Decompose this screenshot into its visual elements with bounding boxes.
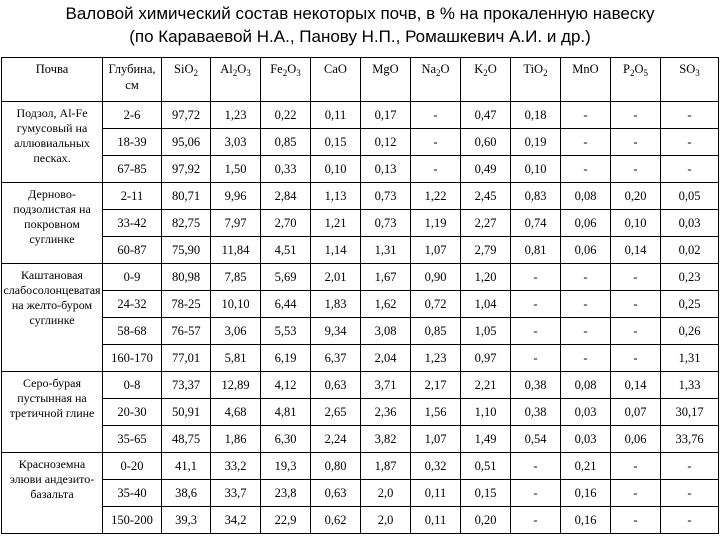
table-row xyxy=(2,291,719,318)
value-cell: 76-57 xyxy=(162,318,211,345)
value-cell: 1,20 xyxy=(461,264,511,291)
value-cell: - xyxy=(661,102,719,129)
value-cell: 0,47 xyxy=(461,102,511,129)
depth-cell: 33-42 xyxy=(103,210,162,237)
value-cell: 3,82 xyxy=(361,426,411,453)
value-cell: 1,31 xyxy=(361,237,411,264)
column-header-subscript: 2 xyxy=(282,68,288,78)
column-header-subscript: 3 xyxy=(246,68,251,78)
title-line-1: Валовой химический состав некоторых почв, в % на прокаленную навеску xyxy=(65,4,655,23)
value-cell: 0,16 xyxy=(561,480,611,507)
value-cell: 38,6 xyxy=(162,480,211,507)
value-cell: 0,85 xyxy=(411,318,461,345)
value-cell: 2,04 xyxy=(361,345,411,372)
column-header-subscript: 2 xyxy=(629,68,635,78)
value-cell: 0,62 xyxy=(311,507,361,534)
value-cell: 0,19 xyxy=(511,129,561,156)
value-cell: 4,51 xyxy=(261,237,311,264)
depth-cell: 160-170 xyxy=(103,345,162,372)
value-cell: - xyxy=(411,156,461,183)
value-cell: 0,80 xyxy=(311,453,361,480)
value-cell: 0,05 xyxy=(661,183,719,210)
soil-name-cell: Серо-бурая пустынная на третичной глине xyxy=(2,372,103,453)
value-cell: 1,23 xyxy=(411,345,461,372)
value-cell: 0,16 xyxy=(561,507,611,534)
value-cell: 0,63 xyxy=(311,372,361,399)
value-cell: 2,21 xyxy=(461,372,511,399)
value-cell: 0,25 xyxy=(661,291,719,318)
value-cell: 73,37 xyxy=(162,372,211,399)
column-header-label-tail: O xyxy=(440,62,450,76)
value-cell: 3,06 xyxy=(211,318,261,345)
value-cell: 0,85 xyxy=(261,129,311,156)
value-cell: 0,60 xyxy=(461,129,511,156)
table-row xyxy=(2,399,719,426)
value-cell: - xyxy=(561,156,611,183)
value-cell: - xyxy=(411,129,461,156)
value-cell: 2,84 xyxy=(261,183,311,210)
value-cell: 19,3 xyxy=(261,453,311,480)
value-cell: 1,87 xyxy=(361,453,411,480)
value-cell: 1,86 xyxy=(211,426,261,453)
depth-cell: 2-6 xyxy=(103,102,162,129)
column-header-label: Глубина, см xyxy=(108,62,156,92)
table-row xyxy=(2,426,719,453)
value-cell: 1,23 xyxy=(211,102,261,129)
value-cell: 0,90 xyxy=(411,264,461,291)
soil-name-cell: Красноземна элюви андезито-базальта xyxy=(2,453,103,534)
value-cell: 0,81 xyxy=(511,237,561,264)
value-cell: 2,36 xyxy=(361,399,411,426)
value-cell: 3,71 xyxy=(361,372,411,399)
value-cell: - xyxy=(511,291,561,318)
value-cell: 97,92 xyxy=(162,156,211,183)
value-cell: 34,2 xyxy=(211,507,261,534)
value-cell: 33,2 xyxy=(211,453,261,480)
value-cell: 82,75 xyxy=(162,210,211,237)
column-header-label: Al xyxy=(220,62,233,76)
soil-name-cell: Подзол, Al-Fe гумусовый на аллювиальных песках. xyxy=(2,102,103,183)
value-cell: 0,83 xyxy=(511,183,561,210)
value-cell: - xyxy=(561,345,611,372)
table-row xyxy=(2,507,719,534)
column-header-label: K xyxy=(474,62,484,76)
table-row xyxy=(2,480,719,507)
depth-cell: 150-200 xyxy=(103,507,162,534)
value-cell: 0,03 xyxy=(661,210,719,237)
value-cell: 0,15 xyxy=(461,480,511,507)
table-row xyxy=(2,102,719,129)
depth-cell: 2-11 xyxy=(103,183,162,210)
value-cell: 0,23 xyxy=(661,264,719,291)
value-cell: - xyxy=(611,345,661,372)
value-cell: 9,96 xyxy=(211,183,261,210)
soil-name-cell: Каштановая слабосолонцеватая на желто-буром суглинке xyxy=(2,264,103,372)
column-header xyxy=(2,58,103,102)
value-cell: 5,69 xyxy=(261,264,311,291)
value-cell: 1,31 xyxy=(661,345,719,372)
soil-name-cell: Дерново-подзолистая на покровном суглинке xyxy=(2,183,103,264)
column-header-subscript: 2 xyxy=(543,68,548,78)
table-row xyxy=(2,318,719,345)
column-header-label: Na xyxy=(421,62,437,76)
value-cell: 2,24 xyxy=(311,426,361,453)
value-cell: 0,22 xyxy=(261,102,311,129)
value-cell: - xyxy=(661,453,719,480)
value-cell: 33,7 xyxy=(211,480,261,507)
value-cell: 0,13 xyxy=(361,156,411,183)
value-cell: 0,06 xyxy=(561,210,611,237)
value-cell: - xyxy=(611,507,661,534)
header-row xyxy=(2,58,719,102)
table-row xyxy=(2,156,719,183)
column-header xyxy=(411,58,461,102)
value-cell: - xyxy=(611,264,661,291)
column-header-subscript: 2 xyxy=(232,68,238,78)
value-cell: 0,02 xyxy=(661,237,719,264)
value-cell: 33,76 xyxy=(661,426,719,453)
table-row xyxy=(2,237,719,264)
value-cell: 41,1 xyxy=(162,453,211,480)
depth-cell: 18-39 xyxy=(103,129,162,156)
value-cell: 0,26 xyxy=(661,318,719,345)
value-cell: 0,03 xyxy=(561,426,611,453)
value-cell: 2,65 xyxy=(311,399,361,426)
depth-cell: 0-8 xyxy=(103,372,162,399)
value-cell: 0,10 xyxy=(311,156,361,183)
value-cell: - xyxy=(511,318,561,345)
value-cell: 9,34 xyxy=(311,318,361,345)
value-cell: 1,04 xyxy=(461,291,511,318)
column-header xyxy=(361,58,411,102)
value-cell: 75,90 xyxy=(162,237,211,264)
depth-cell: 35-40 xyxy=(103,480,162,507)
depth-cell: 24-32 xyxy=(103,291,162,318)
value-cell: - xyxy=(511,480,561,507)
value-cell: - xyxy=(661,507,719,534)
value-cell: 48,75 xyxy=(162,426,211,453)
column-header-label: Fe xyxy=(270,62,283,76)
column-header xyxy=(311,58,361,102)
column-header xyxy=(162,58,211,102)
column-header-label-tail: O xyxy=(487,62,497,76)
value-cell: 0,11 xyxy=(411,480,461,507)
value-cell: - xyxy=(611,291,661,318)
value-cell: 2,27 xyxy=(461,210,511,237)
table-row xyxy=(2,264,719,291)
column-header-label-tail: O xyxy=(237,62,247,76)
value-cell: 4,68 xyxy=(211,399,261,426)
table-row xyxy=(2,210,719,237)
value-cell: 5,81 xyxy=(211,345,261,372)
value-cell: 0,07 xyxy=(611,399,661,426)
value-cell: - xyxy=(511,507,561,534)
value-cell: - xyxy=(611,453,661,480)
value-cell: 4,81 xyxy=(261,399,311,426)
column-header-label: MgO xyxy=(372,62,399,76)
column-header xyxy=(511,58,561,102)
value-cell: - xyxy=(561,318,611,345)
value-cell: 23,8 xyxy=(261,480,311,507)
value-cell: 1,19 xyxy=(411,210,461,237)
column-header-label: CaO xyxy=(324,62,347,76)
value-cell: 0,20 xyxy=(611,183,661,210)
depth-cell: 35-65 xyxy=(103,426,162,453)
value-cell: - xyxy=(611,156,661,183)
value-cell: 0,63 xyxy=(311,480,361,507)
value-cell: 0,21 xyxy=(561,453,611,480)
column-header-subscript: 3 xyxy=(695,68,700,78)
value-cell: 0,10 xyxy=(611,210,661,237)
value-cell: - xyxy=(511,345,561,372)
value-cell: 0,10 xyxy=(511,156,561,183)
value-cell: 7,97 xyxy=(211,210,261,237)
value-cell: 1,33 xyxy=(661,372,719,399)
value-cell: - xyxy=(561,129,611,156)
value-cell: 95,06 xyxy=(162,129,211,156)
depth-cell: 67-85 xyxy=(103,156,162,183)
depth-cell: 58-68 xyxy=(103,318,162,345)
value-cell: 2,0 xyxy=(361,507,411,534)
value-cell: 0,73 xyxy=(361,210,411,237)
value-cell: 12,89 xyxy=(211,372,261,399)
column-header-subscript: 3 xyxy=(296,68,301,78)
value-cell: 50,91 xyxy=(162,399,211,426)
value-cell: 4,12 xyxy=(261,372,311,399)
value-cell: 0,15 xyxy=(311,129,361,156)
value-cell: 0,97 xyxy=(461,345,511,372)
value-cell: - xyxy=(561,264,611,291)
value-cell: 6,44 xyxy=(261,291,311,318)
column-header xyxy=(661,58,719,102)
column-header-label: TiO xyxy=(523,62,544,76)
column-header-subscript: 5 xyxy=(643,68,648,78)
value-cell: - xyxy=(511,264,561,291)
value-cell: 2,0 xyxy=(361,480,411,507)
soil-composition-table xyxy=(1,57,719,534)
value-cell: 1,07 xyxy=(411,426,461,453)
value-cell: 2,79 xyxy=(461,237,511,264)
value-cell: 1,49 xyxy=(461,426,511,453)
value-cell: 0,14 xyxy=(611,372,661,399)
value-cell: 77,01 xyxy=(162,345,211,372)
depth-cell: 60-87 xyxy=(103,237,162,264)
value-cell: 7,85 xyxy=(211,264,261,291)
value-cell: - xyxy=(511,453,561,480)
value-cell: 0,38 xyxy=(511,399,561,426)
value-cell: 11,84 xyxy=(211,237,261,264)
value-cell: 0,11 xyxy=(411,507,461,534)
value-cell: 78-25 xyxy=(162,291,211,318)
value-cell: - xyxy=(661,480,719,507)
value-cell: 97,72 xyxy=(162,102,211,129)
column-header xyxy=(103,58,162,102)
table-row xyxy=(2,129,719,156)
value-cell: 0,14 xyxy=(611,237,661,264)
value-cell: 1,22 xyxy=(411,183,461,210)
value-cell: - xyxy=(661,156,719,183)
value-cell: 6,30 xyxy=(261,426,311,453)
value-cell: 0,51 xyxy=(461,453,511,480)
table-row xyxy=(2,372,719,399)
value-cell: - xyxy=(561,102,611,129)
value-cell: 1,56 xyxy=(411,399,461,426)
value-cell: - xyxy=(611,102,661,129)
table-title xyxy=(0,2,720,48)
value-cell: 1,13 xyxy=(311,183,361,210)
value-cell: 1,67 xyxy=(361,264,411,291)
value-cell: 10,10 xyxy=(211,291,261,318)
column-header xyxy=(261,58,311,102)
value-cell: 0,49 xyxy=(461,156,511,183)
value-cell: 2,01 xyxy=(311,264,361,291)
value-cell: 0,73 xyxy=(361,183,411,210)
column-header-label-tail: O xyxy=(634,62,644,76)
table-body xyxy=(2,102,719,534)
value-cell: 1,83 xyxy=(311,291,361,318)
value-cell: - xyxy=(411,102,461,129)
value-cell: 80,71 xyxy=(162,183,211,210)
value-cell: 2,17 xyxy=(411,372,461,399)
table-row xyxy=(2,183,719,210)
value-cell: 1,10 xyxy=(461,399,511,426)
value-cell: - xyxy=(611,129,661,156)
column-header-label: Почва xyxy=(35,62,69,76)
depth-cell: 0-20 xyxy=(103,453,162,480)
value-cell: 1,05 xyxy=(461,318,511,345)
value-cell: 1,21 xyxy=(311,210,361,237)
value-cell: 0,11 xyxy=(311,102,361,129)
value-cell: 0,33 xyxy=(261,156,311,183)
value-cell: 1,50 xyxy=(211,156,261,183)
value-cell: 6,37 xyxy=(311,345,361,372)
column-header-label: MnO xyxy=(572,62,599,76)
value-cell: 6,19 xyxy=(261,345,311,372)
value-cell: 1,14 xyxy=(311,237,361,264)
column-header-label-tail: O xyxy=(287,62,297,76)
value-cell: 0,74 xyxy=(511,210,561,237)
column-header xyxy=(561,58,611,102)
value-cell: 3,03 xyxy=(211,129,261,156)
column-header xyxy=(461,58,511,102)
value-cell: 0,38 xyxy=(511,372,561,399)
value-cell: 0,06 xyxy=(611,426,661,453)
column-header-subscript: 2 xyxy=(483,68,488,78)
value-cell: 2,70 xyxy=(261,210,311,237)
value-cell: 39,3 xyxy=(162,507,211,534)
column-header-label: SiO xyxy=(174,62,194,76)
depth-cell: 20-30 xyxy=(103,399,162,426)
value-cell: 0,06 xyxy=(561,237,611,264)
value-cell: 0,03 xyxy=(561,399,611,426)
depth-cell: 0-9 xyxy=(103,264,162,291)
column-header xyxy=(611,58,661,102)
value-cell: 0,12 xyxy=(361,129,411,156)
value-cell: - xyxy=(611,480,661,507)
value-cell: - xyxy=(561,291,611,318)
value-cell: 0,17 xyxy=(361,102,411,129)
value-cell: 30,17 xyxy=(661,399,719,426)
value-cell: 1,62 xyxy=(361,291,411,318)
title-line-2: (по Караваевой Н.А., Панову Н.П., Ромашкевич А.И. и др.) xyxy=(129,27,591,46)
value-cell: 2,45 xyxy=(461,183,511,210)
value-cell: 0,72 xyxy=(411,291,461,318)
column-header-subscript: 2 xyxy=(436,68,441,78)
value-cell: 0,32 xyxy=(411,453,461,480)
value-cell: 0,54 xyxy=(511,426,561,453)
value-cell: - xyxy=(611,318,661,345)
value-cell: 0,08 xyxy=(561,183,611,210)
column-header xyxy=(211,58,261,102)
column-header-label: SO xyxy=(679,62,696,76)
column-header-label: P xyxy=(623,62,630,76)
column-header-subscript: 2 xyxy=(193,68,198,78)
value-cell: 0,18 xyxy=(511,102,561,129)
value-cell: 22,9 xyxy=(261,507,311,534)
table-row xyxy=(2,345,719,372)
value-cell: - xyxy=(661,129,719,156)
value-cell: 0,08 xyxy=(561,372,611,399)
value-cell: 80,98 xyxy=(162,264,211,291)
value-cell: 5,53 xyxy=(261,318,311,345)
value-cell: 0,20 xyxy=(461,507,511,534)
table-row xyxy=(2,453,719,480)
value-cell: 1,07 xyxy=(411,237,461,264)
value-cell: 3,08 xyxy=(361,318,411,345)
